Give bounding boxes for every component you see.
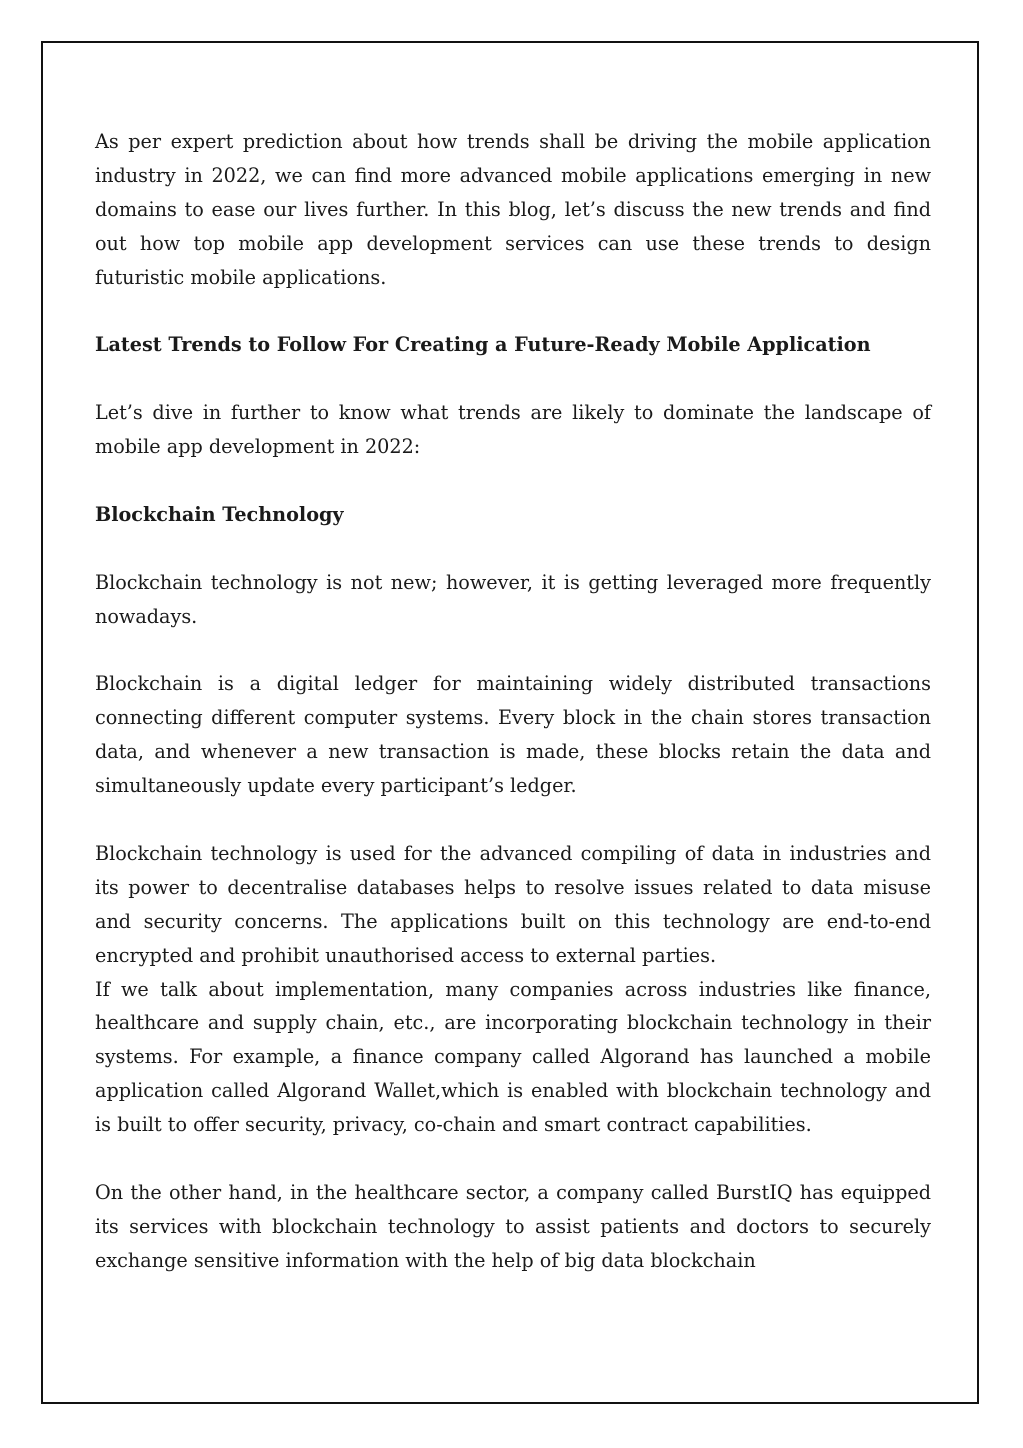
page-frame xyxy=(41,41,979,1404)
blockchain-ledger-paragraph: Blockchain is a digital ledger for maintaining widely distributed transactions connecting different computer systems. Every block in the chain stores transaction data, and whenever a new transaction is made, these blocks retain the data and simultaneously update every participant’s ledger. xyxy=(95,672,931,798)
intro-paragraph: As per expert prediction about how trends shall be driving the mobile application industry in 2022, we can find more advanced mobile applications emerging in new domains to ease our lives further. In this blog, let’s discuss the new trends and find out how top mobile app development services can use these trends to design futuristic mobile applications. xyxy=(95,130,931,289)
document-body xyxy=(95,125,931,1278)
blockchain-used-paragraph: Blockchain technology is used for the advanced compiling of data in industries and its power to decentralise databases helps to resolve issues related to data misuse and security concerns. The applications built on this technology are end-to-end encrypted and prohibit unauthorised access to external parties. xyxy=(95,841,931,967)
dive-in-paragraph: Let’s dive in further to know what trends are likely to dominate the landscape of mobile app development in 2022: xyxy=(95,401,931,459)
blockchain-not-new-paragraph: Blockchain technology is not new; however, it is getting leveraged more frequently nowadays. xyxy=(95,570,931,628)
blockchain-heading: Blockchain Technology xyxy=(95,502,344,526)
implementation-paragraph: If we talk about implementation, many companies across industries like finance, healthcare and supply chain, etc., are incorporating blockchain technology in their systems. For example, a finance company called Algorand has launched a mobile application called Algorand Wallet,which is enabled with blockchain technology and is built to offer security, privacy, co-chain and smart contract capabilities. xyxy=(95,977,931,1137)
latest-trends-heading: Latest Trends to Follow For Creating a Future-Ready Mobile Application xyxy=(95,333,871,357)
healthcare-paragraph: On the other hand, in the healthcare sector, a company called BurstIQ has equipped its services with blockchain technology to assist patients and doctors to securely exchange sensitive information with the help of big data blockchain xyxy=(95,1180,931,1272)
